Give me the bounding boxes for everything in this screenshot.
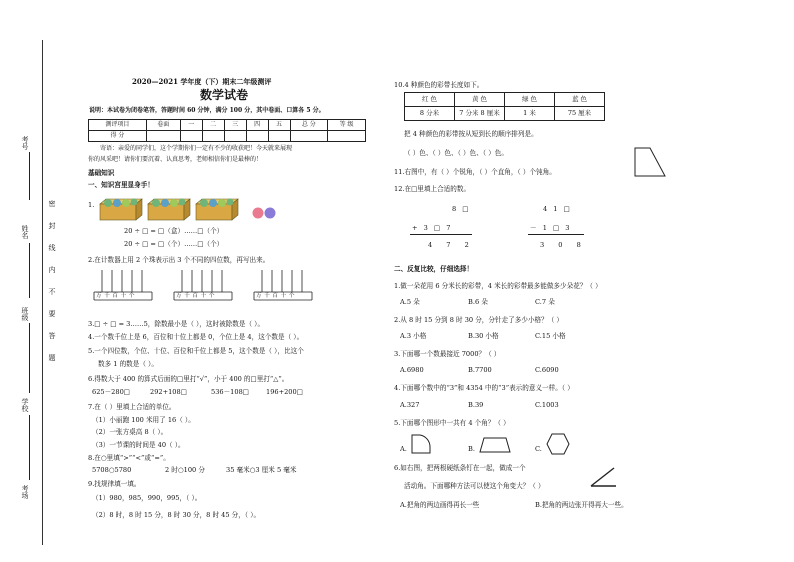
q4-text: 4.一个数千位上是 6，百位和十位上都是 0，个位上是 4，这个数是（ ）。 <box>88 333 304 341</box>
q6-item: 536－108□ <box>211 388 249 396</box>
exam-year: 2020—2021 学年度（下）期末二年级测评 <box>132 77 272 86</box>
q11-text: 11.右图中，有（ ）个锐角，（ ）个直角，（ ）个钝角。 <box>394 168 556 176</box>
section-2-heading: 二、反复比较，仔细选择！ <box>394 265 474 273</box>
choice-5-b[interactable]: B. <box>468 445 475 453</box>
seal-char: 不 <box>48 288 56 295</box>
intro-line-2: 你的风采吧！请你们要沉着、认真思考，老师相信你们是最棒的！ <box>88 156 263 163</box>
calc-2-top: 4 1 □ <box>543 205 572 213</box>
score-table: 测评项目 卷面 一 二 三 四 五 总 分 等 级 得 分 <box>88 119 366 142</box>
choice-1-c[interactable]: C.7 朵 <box>535 298 555 306</box>
side-label-class: 班级 <box>21 307 29 321</box>
seal-char: 封 <box>48 222 56 229</box>
q8-text: 8.在○里填“>”“<”或“=”。 <box>88 454 170 462</box>
q5-line-1: 5.一个四位数，个位、十位、百位和千位上都是 5，这个数是（ ），比这个 <box>88 347 304 355</box>
exam-note: 说明：本试卷为闭卷笔答，答题时间 60 分钟，满分 100 分，其中卷面、口算各 5 分。 <box>89 107 325 114</box>
q7-text: 7.在（ ）里填上合适的单位。 <box>88 403 176 411</box>
choice-5-c[interactable]: C. <box>535 445 542 453</box>
underline <box>29 152 30 200</box>
choice-1: 1.做一朵花用 6 分米长的彩带，4 米长的彩带最多能做多少朵花？（ ） <box>394 282 602 290</box>
q8-item: 2 时○100 分 <box>165 466 205 474</box>
q6-text: 6.得数大于 400 的算式后面的□里打“√”，小于 400 的□里打“△”。 <box>88 375 289 383</box>
choice-4-a[interactable]: A.327 <box>400 401 420 409</box>
underline <box>29 415 30 480</box>
q2-text: 2.在计数器上用 2 个珠表示出 3 个不同的四位数，再写出来。 <box>88 256 270 264</box>
calc-1-mid: + 3 □ 7 <box>412 224 453 232</box>
angle-figure <box>588 466 618 490</box>
choice-3-b[interactable]: B.7700 <box>468 366 492 374</box>
q9-text: 9.找规律填一填。 <box>88 480 141 488</box>
side-label-kaohao: 考号 <box>21 136 29 150</box>
underline <box>29 243 30 298</box>
ball-boxes-illustration <box>98 196 283 224</box>
calc-1-top: 8 □ <box>452 205 471 213</box>
choice-6-line-2: 活动角。下面哪种方法可以使这个角变大？（ ） <box>404 482 545 490</box>
abacus-label-3: 万 千 百 十 个 <box>256 293 295 299</box>
binding-line <box>42 40 43 545</box>
page-title: 数学试卷 <box>200 88 249 102</box>
q6-item: 625－280□ <box>92 388 130 396</box>
side-label-room: 考场 <box>21 485 29 499</box>
q1-line-2: 20 ÷ □ = □（个）……□（个） <box>124 240 224 248</box>
choice-5: 5.下面哪个图形中一共有 4 个角？（ ） <box>394 419 510 427</box>
q8-item: 35 毫米○3 厘米 5 毫米 <box>226 466 297 474</box>
q10-text: 10.4 种颜色的彩带长度如下。 <box>394 81 484 89</box>
choice-3: 3.下面哪一个数最接近 7000？（ ） <box>394 350 501 358</box>
calc-2-rule <box>528 234 584 235</box>
choice-3-a[interactable]: A.6980 <box>400 366 424 374</box>
q9-item: （2）8 时，8 时 15 分，8 时 30 分，8 时 45 分，（ ）。 <box>92 511 261 519</box>
hexagon-shape <box>545 432 571 456</box>
underline <box>29 323 30 393</box>
choice-2: 2.从 8 时 15 分到 8 时 30 分，分针走了多少小格？（ ） <box>394 316 564 324</box>
q9-item: （1）980，985，990，995，（ ）。 <box>92 494 202 502</box>
quarter-circle-shape <box>410 433 432 455</box>
choice-4: 4.下面哪个数中的“3”和 4354 中的“3”表示的意义一样。（ ） <box>394 384 574 392</box>
q8-item: 5708○5780 <box>92 466 132 474</box>
side-label-name: 姓名 <box>21 225 29 239</box>
calc-1-rule <box>410 234 472 235</box>
seal-char: 答 <box>48 332 56 339</box>
q7-item: （3）一节课的时间是 40（ ）。 <box>92 441 185 449</box>
seal-char: 题 <box>48 354 56 361</box>
q12-text: 12.在□里填上合适的数。 <box>394 185 471 193</box>
seal-char: 要 <box>48 310 56 317</box>
choice-5-a[interactable]: A. <box>400 445 407 453</box>
q10-ask: 把 4 种颜色的彩带按从短到长的顺序排列是。 <box>404 130 538 138</box>
section-1-heading: 一、知识宫里显身手！ <box>88 181 154 189</box>
seal-char: 密 <box>48 200 56 207</box>
choice-2-b[interactable]: B.30 小格 <box>468 332 499 340</box>
abacus-label-1: 万 千 百 十 个 <box>96 293 135 299</box>
q10-fill: （ ）色、（ ）色、（ ）色、（ ）色。 <box>404 149 508 157</box>
trapezoid-figure <box>632 145 668 179</box>
q1-number: 1. <box>88 201 95 209</box>
q1-line-1: 20 ÷ □ = □（盒）……□（个） <box>124 227 224 235</box>
choice-2-c[interactable]: C.15 小格 <box>535 332 566 340</box>
ribbon-table: 红 色 黄 色 绿 色 蓝 色 8 分米 7 分米 8 厘米 1 米 75 厘米 <box>404 92 605 121</box>
seal-char: 线 <box>48 244 56 251</box>
calc-1-result: 4 7 2 <box>428 241 475 249</box>
q7-item: （2）一张方桌高 8（ ）。 <box>92 428 168 436</box>
abacus-label-2: 万 千 百 十 个 <box>176 293 215 299</box>
choice-4-c[interactable]: C.1003 <box>535 401 559 409</box>
choice-6-b[interactable]: B.把角的两边张开得再大一些。 <box>535 501 628 509</box>
choice-1-b[interactable]: B.6 朵 <box>468 298 488 306</box>
q6-item: 196+200□ <box>266 388 303 396</box>
choice-1-a[interactable]: A.5 朵 <box>400 298 420 306</box>
choice-3-c[interactable]: C.6090 <box>535 366 559 374</box>
intro-line-1: 寄语：亲爱的同学们，这个学期你们一定有不少的收获吧！今天就来展现 <box>100 145 293 152</box>
q5-line-2: 数多 1 的数是（ ）。 <box>98 360 158 368</box>
choice-6-a[interactable]: A.把角的两边画得再长一些 <box>400 501 480 509</box>
choice-6-line-1: 6.如右图，把两根硬纸条钉在一起，做成一个 <box>394 464 526 472</box>
seal-char: 内 <box>48 266 56 273</box>
side-label-school: 学校 <box>21 398 29 412</box>
basics-heading: 基础知识 <box>88 169 115 177</box>
calc-2-mid: － 1 □ 3 <box>530 224 572 232</box>
choice-2-a[interactable]: A.3 小格 <box>400 332 427 340</box>
trapezoid-shape <box>478 436 512 454</box>
calc-2-result: 3 0 8 <box>540 241 587 249</box>
abacus-group <box>92 268 322 308</box>
q3-text: 3.□ ÷ □ = 3……5，除数最小是（ ），这时被除数是（ ）。 <box>88 320 265 328</box>
q7-item: （1）小丽跑 100 米用了 16（ ）。 <box>92 416 195 424</box>
q6-item: 292+108□ <box>150 388 187 396</box>
choice-4-b[interactable]: B.39 <box>468 401 484 409</box>
